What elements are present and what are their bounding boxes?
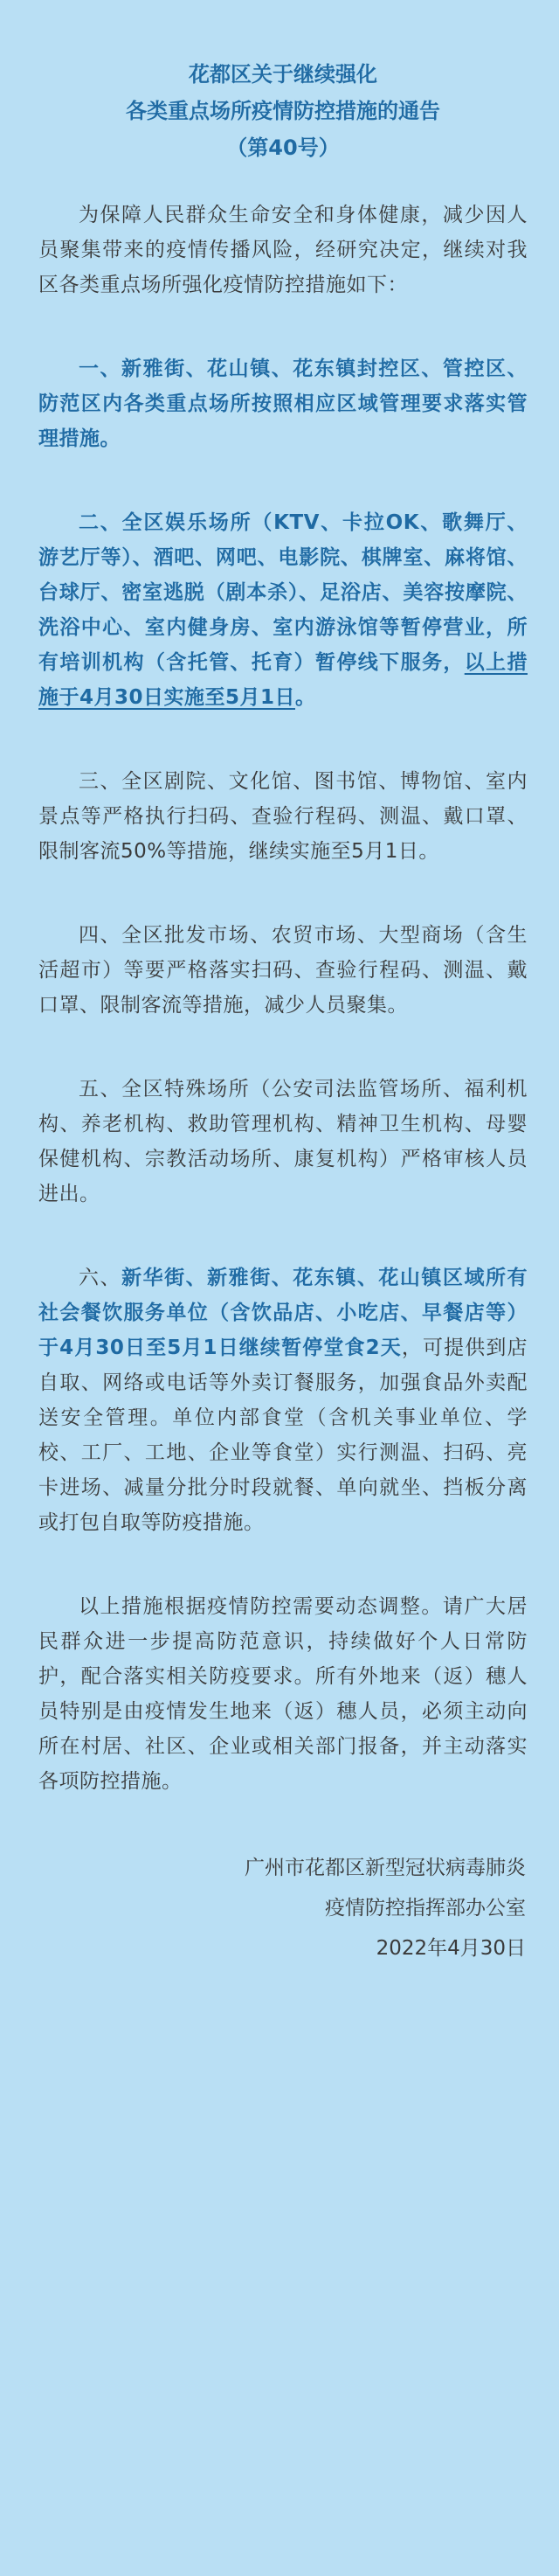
item-1-paragraph: 一、新雅街、花山镇、花东镇封控区、管控区、防范区内各类重点场所按照相应区域管理要求落实管理措施。: [38, 358, 528, 450]
signature-block: [38, 1848, 528, 1968]
item-4-paragraph: 四、全区批发市场、农贸市场、大型商场（含生活超市）等要严格落实扫码、查验行程码、测温、戴口罩、限制客流等措施，减少人员聚集。: [38, 924, 528, 1017]
item-6-prefix: 六、: [79, 1267, 122, 1289]
signature-date: 2022年4月30日: [376, 1937, 526, 1960]
item-2-paragraph: [38, 505, 528, 715]
item-2-underlined-text: 以上措施于4月30日实施至5月1日: [38, 651, 528, 709]
item-2-main-text: 二、全区娱乐场所（KTV、卡拉OK、歌舞厅、游艺厅等）、酒吧、网吧、电影院、棋牌室、麻将馆、台球厅、密室逃脱（剧本杀）、足浴店、美容按摩院、洗浴中心、室内健身房、室内游泳馆等暂停营业，所有培训机构（含托管、托育）暂停线下服务，: [38, 511, 528, 674]
item-6-bold-text: 新华街、新雅街、花东镇、花山镇区域所有社会餐饮服务单位（含饮品店、小吃店、早餐店等）于4月30日至5月1日继续暂停堂食2天: [38, 1267, 528, 1359]
title-line-3: （第40号）: [226, 135, 340, 160]
item-3-paragraph: 三、全区剧院、文化馆、图书馆、博物馆、室内景点等严格执行扫码、查验行程码、测温、戴口罩、限制客流50%等措施，继续实施至5月1日。: [38, 770, 528, 863]
item-2-end-text: 。: [295, 686, 316, 709]
closing-paragraph: 以上措施根据疫情防控需要动态调整。请广大居民群众进一步提高防范意识，持续做好个人日常防护，配合落实相关防疫要求。所有外地来（返）穗人员特别是由疫情发生地来（返）穗人员，必须主动向所在村居、社区、企业或相关部门报备，并主动落实各项防控措施。: [38, 1595, 528, 1793]
title-line-1: 花都区关于继续强化: [189, 62, 377, 87]
item-6-paragraph: [38, 1260, 528, 1540]
signature-org-line-2: 疫情防控指挥部办公室: [325, 1897, 526, 1920]
item-5-paragraph: 五、全区特殊场所（公安司法监管场所、福利机构、养老机构、救助管理机构、精神卫生机构、母婴保健机构、宗教活动场所、康复机构）严格审核人员进出。: [38, 1078, 528, 1205]
notice-title: [38, 56, 528, 166]
item-6-rest-text: ，可提供到店自取、网络或电话等外卖订餐服务，加强食品外卖配送安全管理。单位内部食堂（含机关事业单位、学校、工厂、工地、企业等食堂）实行测温、扫码、亮卡进场、减量分批分时段就餐、单向就坐、挡板分离或打包自取等防疫措施。: [38, 1337, 528, 1534]
signature-org-line-1: 广州市花都区新型冠状病毒肺炎: [245, 1857, 526, 1879]
title-line-2: 各类重点场所疫情防控措施的通告: [126, 99, 440, 123]
intro-paragraph: 为保障人民群众生命安全和身体健康，减少因人员聚集带来的疫情传播风险，经研究决定，继续对我区各类重点场所强化疫情防控措施如下：: [38, 204, 528, 296]
